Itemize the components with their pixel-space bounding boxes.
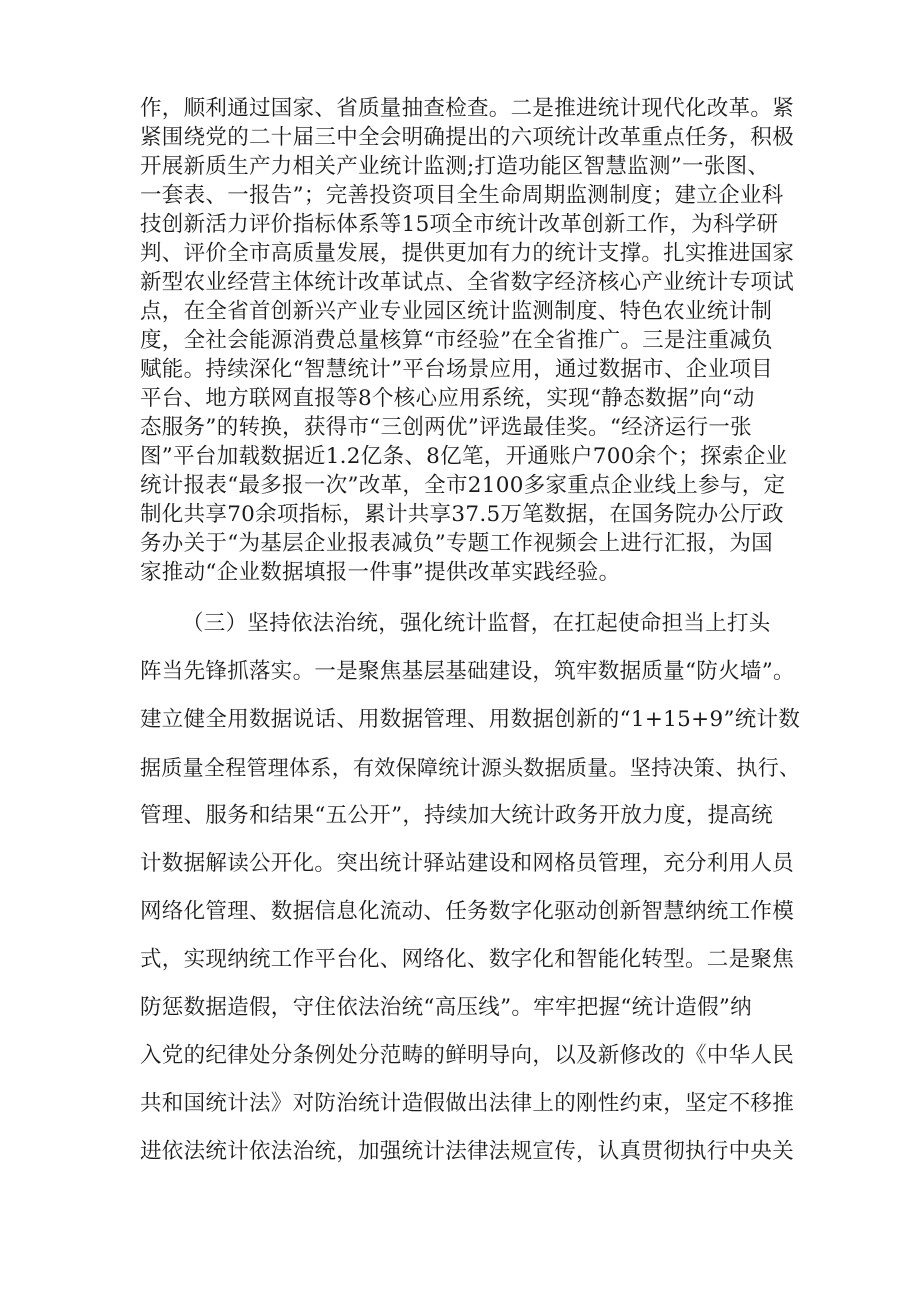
text-line: 图”平台加载数据近1.2亿条、8亿笔，开通账户700余个；探索企业 [140,444,788,469]
text-line: 判、评价全市高质量发展，提供更加有力的统计支撑。扎实推进国家 [140,241,795,266]
text-line: 计数据解读公开化。突出统计驿站建设和网格员管理，充分利用人员 [140,851,795,876]
text-line: 式，实现纳统工作平台化、网络化、数字化和智能化转型。二是聚焦 [140,947,795,972]
text-line: 网络化管理、数据信息化流动、任务数字化驱动创新智慧纳统工作模 [140,899,795,924]
text-line: 度，全社会能源消费总量核算“市经验”在全省推广。三是注重减负 [140,328,773,353]
text-line: 点，在全省首创新兴产业专业园区统计监测制度、特色农业统计制 [140,299,773,324]
text-line: 技创新活力评价指标体系等15项全市统计改革创新工作，为科学研 [140,212,779,237]
text-line: 防惩数据造假，守住依法治统“高压线”。牢牢把握“统计造假”纳 [140,995,752,1020]
text-line: 制化共享70余项指标，累计共享37.5万笔数据，在国务院办公厅政 [140,502,784,527]
text-line: 入党的纪律处分条例处分范畴的鲜明导向，以及新修改的《中华人民 [140,1043,795,1068]
text-line: 作，顺利通过国家、省质量抽查检查。二是推进统计现代化改革。紧 [140,96,795,121]
text-line: 新型农业经营主体统计改革试点、全省数字经济核心产业统计专项试 [140,270,795,295]
text-line: 赋能。持续深化“智慧统计”平台场景应用，通过数据市、企业项目 [140,357,773,382]
section-heading-line: （三）坚持依法治统，强化统计监督，在扛起使命担当上打头 [182,611,771,636]
text-line: 务办关于“为基层企业报表减负”专题工作视频会上进行汇报，为国 [140,531,773,556]
text-line: 态服务”的转换，获得市“三创两优”评选最佳奖。“经济运行一张 [140,415,752,440]
text-line: 管理、服务和结果“五公开”，持续加大统计政务开放力度，提高统 [140,803,773,828]
text-line: 紧围绕党的二十届三中全会明确提出的六项统计改革重点任务，积极 [140,125,795,150]
text-line: 平台、地方联网直报等8个核心应用系统，实现“静态数据”向“动 [140,386,755,411]
text-line: 家推动“企业数据填报一件事”提供改革实践经验。 [140,560,621,585]
text-line: 共和国统计法》对防治统计造假做出法律上的刚性约束，坚定不移推 [140,1091,795,1116]
text-line: 据质量全程管理体系，有效保障统计源头数据质量。坚持决策、执行、 [140,756,801,780]
text-line: 一套表、一报告”；完善投资项目全生命周期监测制度；建立企业科 [140,183,784,208]
text-line: 建立健全用数据说话、用数据管理、用数据创新的“1+15+9”统计数 [140,707,801,732]
text-line: 阵当先锋抓落实。一是聚焦基层基础建设，筑牢数据质量“防火墙”。 [140,659,795,684]
text-line: 统计报表“最多报一次”改革，全市2100多家重点企业线上参与，定 [140,473,786,498]
text-line: 进依法统计依法治统，加强统计法律法规宣传，认真贯彻执行中央关 [140,1139,795,1164]
text-line: 开展新质生产力相关产业统计监测;打造功能区智慧监测”一张图、 [140,154,770,179]
